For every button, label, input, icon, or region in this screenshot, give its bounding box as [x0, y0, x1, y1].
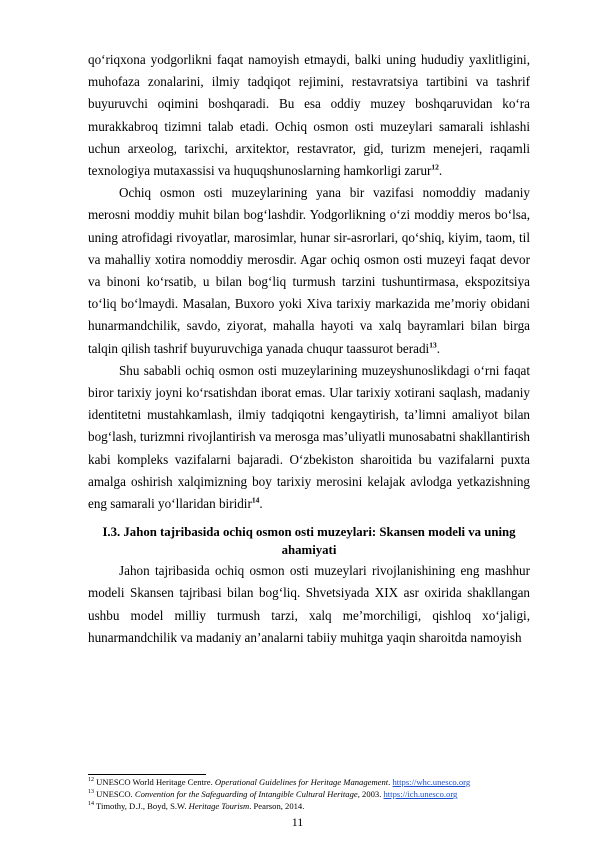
paragraph-1-text: qo‘riqxona yodgorlikni faqat namoyish etmaydi, balki uning hududiy yaxlitligini, muhofaza zonalarini, ilmiy tadqiqot rejimini, restavratsiya tartibini va tashrif buyuruvchi oqimini boshqaradi. Bu esa oddiy muzey boshqaruvidan ko‘ra murakkabroq tizimni talab etadi. Ochiq osmon osti muzeylari samarali ishlashi uchun arxeolog, tarixchi, arxitektor, restavrator, gid, turizm menejeri, raqamli texnologiya mutaxassisi va huquqshunoslarning hamkorligi zarur: [88, 52, 530, 179]
paragraph-2-text: Ochiq osmon osti muzeylarining yana bir vazifasi nomoddiy madaniy merosni moddiy muhit bilan bog‘lashdir. Yodgorlikning o‘zi moddiy meros bo‘lsa, uning atrofidagi rivoyatlar, marosimlar, hunar sir-asrorlari, qo‘shiq, kiyim, taom, til va mahalliy xotira nomoddiy merosdir. Agar ochiq osmon osti muzeyi faqat devor va binoni ko‘rsatib, u bilan bog‘liq turmush tarzini tushuntirmasa, ekspozitsiya to‘liq bo‘lmaydi. Masalan, Buxoro yoki Xiva tarixiy markazida me’moriy obidani hunarmandchilik, savdo, ziyorat, mahalla hayoti va xalq bayramlari bilan birga talqin qilish tashrif buyuruvchiga yanada chuqur taassurot beradi: [88, 185, 530, 356]
page-number: 11: [291, 815, 304, 829]
footnote-link[interactable]: https://whc.unesco.org: [392, 777, 471, 787]
paragraph-3: [88, 360, 530, 515]
footnote-rest: . Pearson, 2014.: [249, 801, 305, 812]
footnote-rest: .: [388, 777, 393, 787]
footnote-title: Convention for the Safeguarding of Intangible Cultural Heritage: [134, 789, 358, 800]
paragraph-2-end: .: [436, 340, 440, 356]
footnote-14: [88, 800, 548, 812]
paragraph-1: [88, 49, 530, 182]
footnote-link[interactable]: https://ich.unesco.org: [383, 789, 458, 800]
footnote-12: [88, 776, 548, 788]
footnote-title: Heritage Tourism: [188, 801, 250, 812]
document-body: [88, 49, 530, 649]
footnote-rest: , 2003.: [357, 789, 384, 800]
paragraph-4-text: Jahon tajribasida ochiq osmon osti muzeylari rivojlanishining eng mashhur modeli Skansen tajribasi bilan bog‘liq. Shvetsiyada XIX asr oxirida shakllangan ushbu model milliy turmush tarzi, xalq me’morchiligi, qishloq xo‘jaligi, hunarmandchilik va madaniy an’analarni tabiiy muhitga yaqin sharoitda namoyish: [88, 563, 530, 645]
footnote-ref-13[interactable]: 13: [429, 340, 437, 350]
footnote-number: 12: [88, 777, 94, 784]
paragraph-4: [88, 560, 530, 649]
paragraph-3-text: Shu sababli ochiq osmon osti muzeylarining muzeyshunoslikdagi o‘rni faqat biror tarixiy joyni ko‘rsatishdan iborat emas. Ular tarixiy xotirani saqlash, madaniy identitetni mustahkamlash, ilmiy tadqiqotni kengaytirish, ta’limni amaliyot bilan bog‘lash, turizmni rivojlantirish va merosga mas’uliyatli munosabatni shakllantirish kabi kompleks vazifalarni bajaradi. O‘zbekiston sharoitida bu vazifalarni puxta amalga oshirish xalqimizning boy tarixiy merosini kelajak avlodga yetkazishning eng samarali yo‘llaridan biridir: [88, 362, 530, 512]
footnote-title: Operational Guidelines for Heritage Management: [214, 777, 389, 787]
paragraph-1-end: .: [438, 163, 443, 179]
paragraph-3-end: .: [259, 496, 263, 512]
paragraph-2: [88, 182, 530, 360]
footnote-ref-14[interactable]: 14: [251, 495, 260, 505]
footnotes: [88, 776, 548, 813]
footnote-number: 13: [88, 789, 94, 796]
footnote-source: UNESCO.: [96, 789, 135, 800]
footnote-separator: [88, 774, 206, 775]
footnote-ref-12[interactable]: 12: [431, 162, 439, 172]
footnote-source: UNESCO World Heritage Centre.: [96, 777, 215, 787]
section-heading: I.3. Jahon tajribasida ochiq osmon osti muzeylari: Skansen modeli va uning ahamiyati: [102, 525, 516, 558]
footnote-13: [88, 788, 548, 800]
footnote-source: Timothy, D.J., Boyd, S.W.: [96, 801, 189, 812]
footnote-number: 14: [88, 801, 94, 808]
